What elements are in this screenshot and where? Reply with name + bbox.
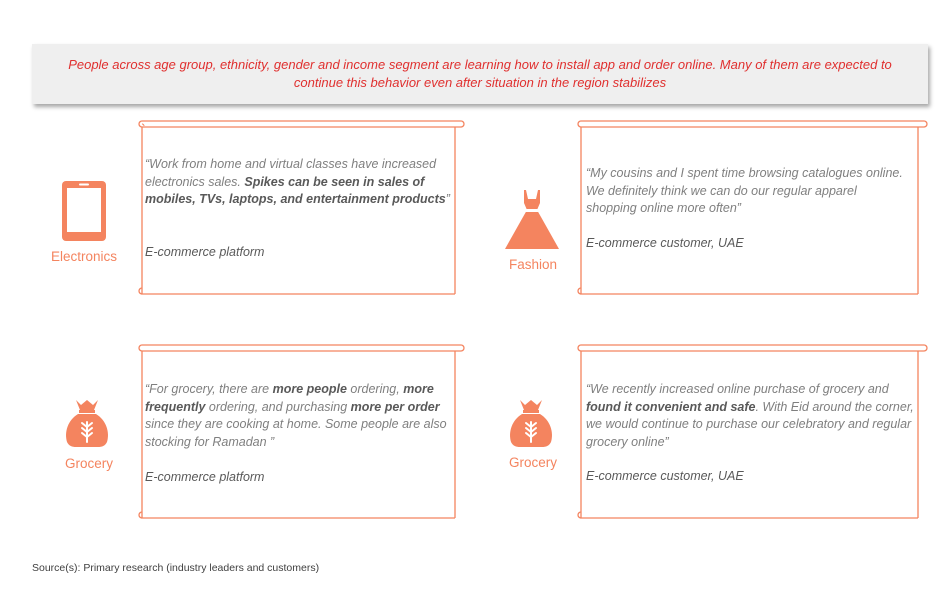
quote-emphasis: more per order: [350, 399, 440, 414]
quote-emphasis: Spikes can be seen in sales of mobiles, TVs, laptops, and entertainment products: [145, 174, 446, 206]
quote-source: E-commerce customer, UAE: [586, 469, 744, 483]
category-label-grocery: Grocery: [64, 456, 113, 471]
quote-segment: “My cousins and I spent time browsing catalogues online. We definitely think we can do our regular apparel shopping online more often”: [586, 166, 903, 215]
quote-emphasis: found it convenient and safe: [586, 399, 756, 414]
quote-segment: “We recently increased online purchase of grocery and: [586, 382, 889, 396]
quote-emphasis: more frequently: [145, 382, 434, 414]
quote-segment: “For grocery, there are: [145, 382, 273, 396]
headline-banner: [32, 44, 928, 104]
quote-text: [586, 165, 906, 218]
quote-segment: . With Eid around the corner, we would continue to purchase our celebratory and regular grocery online”: [586, 399, 914, 449]
quote-segment: ordering, and purchasing: [205, 399, 351, 414]
quote-text: [145, 156, 455, 209]
dress-icon: [504, 189, 560, 256]
quote-text: [145, 381, 457, 451]
quote-segment: ”: [445, 192, 450, 206]
quote-segment: since they are cooking at home. Some people are also stocking for Ramadan ”: [145, 417, 447, 449]
headline-text: People across age group, ethnicity, gender and income segment are learning how to install app and order online. Many of them are expected to continue this behavior even after situation in the region stabilizes: [68, 57, 892, 90]
quote-text: [586, 381, 919, 451]
source-footnote: Source(s): Primary research (industry leaders and customers): [32, 562, 320, 574]
quote-segment: “Work from home and virtual classes have increased electronics sales.: [145, 157, 437, 189]
quote-segment: ordering,: [346, 382, 404, 396]
quote-source: E-commerce platform: [145, 470, 265, 484]
category-label-fashion: Fashion: [508, 257, 558, 272]
quote-source: E-commerce platform: [145, 245, 265, 259]
category-label-grocery: Grocery: [508, 455, 557, 470]
tablet-icon: [61, 180, 107, 247]
quote-source: E-commerce customer, UAE: [586, 236, 744, 250]
grocery-bag-icon: [508, 398, 554, 453]
category-label-electronics: Electronics: [50, 249, 118, 264]
quote-emphasis: more people: [272, 382, 347, 396]
grocery-bag-icon: [64, 398, 110, 453]
